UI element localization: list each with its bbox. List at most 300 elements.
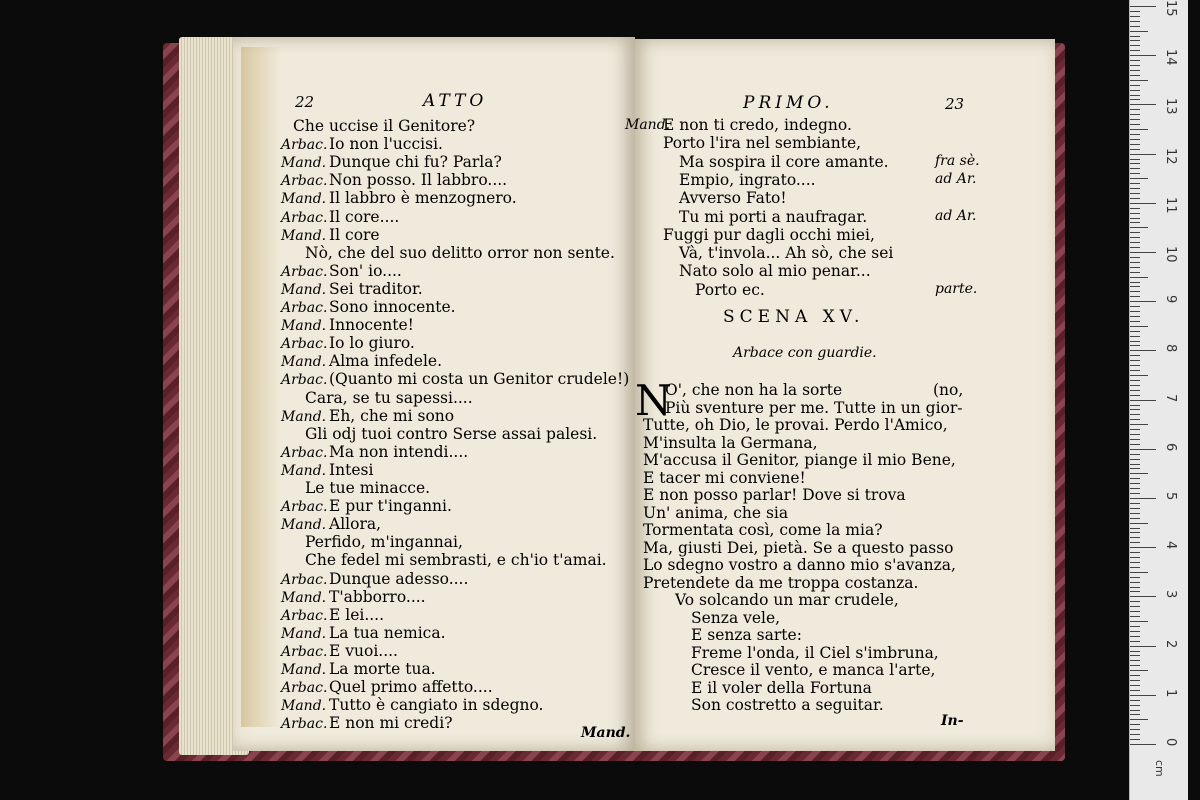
ruler-minor-tick [1130,291,1140,292]
ruler-minor-tick [1130,129,1148,130]
ruler-label: 6 [1163,442,1178,452]
line-text: Che uccise il Genitore? [293,117,476,135]
dialogue-line [281,461,373,480]
ruler-minor-tick [1130,341,1140,342]
speaker-name: Mand. [281,354,327,371]
ruler-minor-tick [1130,385,1140,386]
dialogue-line [305,533,463,551]
speaker-name: Arbac. [281,643,328,660]
dialogue-line [281,588,426,607]
ruler-minor-tick [1130,173,1140,174]
ruler-major-tick [1130,400,1156,401]
ruler-minor-tick [1130,31,1148,32]
line-text: Porto ec. [695,280,765,299]
stage-direction: ad Ar. [935,170,977,187]
dialogue-line [281,624,446,643]
aria-line [679,171,816,189]
dialogue-line [281,443,468,462]
speaker-name: Mand. [281,191,327,208]
page-number-right: 23 [945,95,965,113]
dialogue-line [281,153,502,172]
line-text: Dunque chi fu? Parla? [329,153,502,172]
ruler-minor-tick [1130,159,1140,160]
ruler-minor-tick [1130,326,1148,327]
ruler-minor-tick [1130,267,1140,268]
ruler-minor-tick [1130,528,1140,529]
ruler-minor-tick [1130,454,1140,455]
ruler-minor-tick [1130,552,1140,553]
ruler-minor-tick [1130,444,1140,445]
monologue-line: Un' anima, che sia [643,503,789,522]
ruler-label: 15 [1163,0,1178,17]
monologue-line: Cresce il vento, e manca l'arte, [691,661,936,679]
ruler-minor-tick [1130,134,1140,135]
ruler-minor-tick [1130,21,1140,22]
ruler-minor-tick [1130,188,1140,189]
ruler-minor-tick [1130,557,1140,558]
ruler-major-tick [1130,301,1156,302]
dialogue-line [281,497,452,516]
ruler-minor-tick [1130,277,1148,278]
ruler-minor-tick [1130,306,1140,307]
aria-line [663,226,875,244]
ruler-minor-tick [1130,542,1140,543]
ruler-label: 1 [1163,688,1178,698]
line-text: E lei.... [329,605,385,624]
ruler-major-tick [1130,547,1156,548]
ruler-minor-tick [1130,419,1140,420]
line-text: (Quanto mi costa un Genitor crudele!) [329,370,630,389]
ruler-minor-tick [1130,665,1140,666]
ruler-minor-tick [1130,257,1140,258]
line-text: Il core [329,225,380,244]
ruler-minor-tick [1130,149,1140,150]
speaker-name: Arbac. [281,680,328,697]
ruler-minor-tick [1130,724,1140,725]
ruler-major-tick [1130,350,1156,351]
ruler-minor-tick [1130,636,1140,637]
dialogue-line [281,189,517,208]
line-text: Son' io.... [329,261,402,280]
ruler-major-tick [1130,695,1156,696]
ruler-minor-tick [1130,513,1140,514]
ruler-minor-tick [1130,355,1140,356]
line-text: Che fedel mi sembrasti, e ch'io t'amai. [305,551,607,570]
ruler-minor-tick [1130,739,1140,740]
ruler-label: 10 [1163,246,1178,263]
dialogue-line [281,208,399,227]
speaker-name: Mand. [281,408,327,425]
speaker-name: Arbac. [281,336,328,353]
ruler-minor-tick [1130,218,1140,219]
ruler-minor-tick [1130,582,1140,583]
dialogue-line [293,117,475,135]
ruler-minor-tick [1130,247,1140,248]
ruler-minor-tick [1130,729,1140,730]
ruler-minor-tick [1130,109,1140,110]
monologue-line: Ma, giusti Dei, pietà. Se a questo passo [643,538,954,557]
monologue-line: Vo solcando un mar crudele, [675,591,899,609]
dialogue-line [281,515,381,534]
dialogue-line [281,171,507,190]
ruler-minor-tick [1130,316,1140,317]
speaker-name: Mand. [281,281,327,298]
aria-line [679,189,787,207]
ruler-minor-tick [1130,237,1140,238]
monologue-line: E non posso parlar! Dove si trova [643,486,906,504]
monologue-line: Più sventure per me. Tutte in un gior- [665,398,963,417]
ruler-minor-tick [1130,85,1140,86]
ruler-minor-tick [1130,537,1140,538]
ruler-minor-tick [1130,163,1140,164]
line-text: Gli odj tuoi contro Serse assai palesi. [305,424,598,443]
speaker-name: Arbac. [281,372,328,389]
ruler-minor-tick [1130,685,1140,686]
line-text: Cara, se tu sapessi.... [305,388,473,407]
scene-title: SCENA XV. [723,307,865,327]
speaker-name: Arbac. [281,607,328,624]
dialogue-line [281,714,453,733]
line-text: Và, t'invola... Ah sò, che sei [679,244,894,263]
ruler-minor-tick [1130,345,1140,346]
line-text: Il core.... [329,207,400,226]
dialogue-line [281,226,380,245]
speaker-name: Arbac. [281,300,328,316]
ruler-minor-tick [1130,178,1148,179]
ruler-minor-tick [1130,601,1140,602]
monologue-line: Tormentata così, come la mia? [643,521,883,539]
ruler-minor-tick [1130,262,1140,263]
measurement-ruler [1129,0,1188,800]
speaker-name: Arbac. [281,209,328,226]
ruler-label: 8 [1163,344,1178,353]
ruler-minor-tick [1130,690,1140,691]
dialogue-line [305,425,597,443]
ruler-minor-tick [1130,616,1140,617]
ruler-minor-tick [1130,139,1140,140]
line-text: Sono innocente. [329,298,456,316]
ruler-minor-tick [1130,434,1140,435]
dialogue-line [281,696,543,715]
ruler-minor-tick [1130,95,1140,96]
ruler-minor-tick [1130,360,1140,361]
ruler-minor-tick [1130,227,1148,228]
dialogue-line [281,642,398,661]
line-text: Empio, ingrato.... [679,170,816,189]
ruler-major-tick [1130,449,1156,450]
ruler-minor-tick [1130,587,1140,588]
ruler-minor-tick [1130,390,1140,391]
speaker-name: Mand. [281,517,327,534]
ruler-minor-tick [1130,114,1140,115]
ruler-minor-tick [1130,222,1140,223]
ruler-minor-tick [1130,26,1140,27]
ruler-minor-tick [1130,508,1140,509]
speaker-name: Arbac. [281,571,328,588]
dialogue-line [281,660,436,679]
ruler-minor-tick [1130,626,1140,627]
ruler-minor-tick [1130,670,1148,671]
line-text: T'abborro.... [329,587,426,606]
ruler-minor-tick [1130,655,1140,656]
line-text: Alma infedele. [329,352,443,371]
ruler-major-tick [1130,104,1156,105]
line-text: Nato solo al mio penar... [679,262,871,281]
ruler-minor-tick [1130,611,1140,612]
ruler-minor-tick [1130,16,1140,17]
ruler-major-tick [1130,6,1156,7]
monologue-line: O', che non ha la sorte [665,381,843,399]
ruler-minor-tick [1130,232,1140,233]
ruler-minor-tick [1130,45,1140,46]
ruler-minor-tick [1130,75,1140,76]
ruler-minor-tick [1130,734,1140,735]
dialogue-line [281,135,443,154]
line-text: Il labbro è menzognero. [329,189,517,208]
ruler-label: 0 [1163,738,1178,747]
speaker-name: Arbac. [281,137,328,154]
ruler-minor-tick [1130,714,1140,715]
ruler-major-tick [1130,55,1156,56]
ruler-minor-tick [1130,414,1140,415]
ruler-minor-tick [1130,50,1140,51]
ruler-minor-tick [1130,710,1140,711]
ruler-minor-tick [1130,562,1140,563]
line-text: Nò, che del suo delitto orror non sente. [305,243,615,262]
ruler-minor-tick [1130,439,1140,440]
line-text: E non mi credi? [329,714,453,733]
aria-line [625,116,852,134]
ruler-minor-tick [1130,429,1140,430]
ruler-minor-tick [1130,488,1140,489]
monologue-line: M'insulta la Germana, [643,433,818,452]
ruler-minor-tick [1130,660,1140,661]
ruler-minor-tick [1130,719,1148,720]
ruler-minor-tick [1130,213,1140,214]
ruler-minor-tick [1130,473,1148,474]
ruler-label: 13 [1163,98,1178,115]
open-book [163,35,1065,763]
line-text: E pur t'inganni. [329,497,452,516]
ruler-minor-tick [1130,483,1140,484]
speaker-name: Mand. [281,698,327,715]
line-text: Ma sospira il core amante. [679,152,889,171]
ruler-minor-tick [1130,124,1140,125]
ruler-minor-tick [1130,468,1140,469]
ruler-major-tick [1130,744,1156,745]
drop-cap: N [635,376,672,425]
dialogue-line [281,298,456,317]
dialogue-line [305,389,473,407]
dialogue-line [305,244,615,262]
line-text: Tu mi porti a naufragar. [679,207,868,226]
line-text: La morte tua. [329,660,436,678]
monologue-line: M'accusa il Genitor, piange il mio Bene, [643,451,956,469]
line-continuation: (no, [933,381,964,399]
speaker-name: Mand. [281,155,327,172]
ruler-minor-tick [1130,183,1140,184]
ruler-major-tick [1130,154,1156,155]
ruler-minor-tick [1130,296,1140,297]
speaker-name: Arbac. [281,716,328,733]
ruler-minor-tick [1130,395,1140,396]
line-text: Io non l'uccisi. [329,135,443,154]
running-head-left: ATTO [423,91,488,111]
ruler-minor-tick [1130,641,1140,642]
line-text: Avverso Fato! [679,189,787,208]
aria-line [679,153,889,171]
stage-direction: parte. [935,280,978,297]
ruler-minor-tick [1130,168,1140,169]
ruler-minor-tick [1130,621,1148,622]
monologue-line: Son costretto a seguitar. [691,696,884,714]
dialogue-line [281,606,384,625]
speaker-name: Arbac. [281,499,328,516]
ruler-label: 14 [1163,49,1178,66]
ruler-minor-tick [1130,591,1140,592]
dialogue-line [305,551,607,569]
ruler-label: 9 [1163,295,1178,304]
ruler-minor-tick [1130,380,1140,381]
dialogue-line [281,407,454,426]
ruler-minor-tick [1130,518,1140,519]
ruler-minor-tick [1130,631,1140,632]
ruler-minor-tick [1130,331,1140,332]
ruler-minor-tick [1130,286,1140,287]
line-text: Allora, [329,515,382,534]
dialogue-line [281,370,629,389]
monologue-line: Pretendete da me troppa costanza. [643,573,919,592]
ruler-unit: cm [1153,760,1166,777]
dialogue-line [281,316,414,335]
ruler-minor-tick [1130,577,1140,578]
ruler-minor-tick [1130,321,1140,322]
ruler-minor-tick [1130,532,1140,533]
line-text: E vuoi.... [329,641,398,660]
ruler-minor-tick [1130,370,1140,371]
speaker-name: Mand. [281,589,327,606]
ruler-label: 3 [1163,590,1178,599]
ruler-minor-tick [1130,144,1140,145]
monologue-line: E senza sarte: [691,626,802,644]
line-text: Intesi [329,460,374,479]
monologue-line: Senza vele, [691,608,781,627]
ruler-minor-tick [1130,523,1148,524]
stage-direction: fra sè. [935,152,980,169]
aria-line [663,134,861,152]
ruler-minor-tick [1130,119,1140,120]
speaker-name: Mand. [281,625,327,642]
ruler-minor-tick [1130,405,1140,406]
aria-line [695,281,765,299]
dialogue-line [281,570,468,589]
ruler-minor-tick [1130,90,1140,91]
catchword-left: Mand. [581,725,631,741]
ruler-minor-tick [1130,705,1140,706]
ruler-minor-tick [1130,464,1140,465]
dialogue-line [281,352,442,371]
ruler-major-tick [1130,646,1156,647]
ruler-label: 5 [1163,492,1178,501]
catchword-right: In- [941,713,964,729]
line-text: Quel primo affetto.... [329,678,493,697]
ruler-label: 7 [1163,393,1178,402]
ruler-minor-tick [1130,311,1140,312]
ruler-minor-tick [1130,60,1140,61]
speaker-name: Mand. [281,462,327,479]
monologue-line: Lo sdegno vostro a danno mio s'avanza, [643,556,956,574]
ruler-major-tick [1130,252,1156,253]
ruler-minor-tick [1130,651,1140,652]
ruler-minor-tick [1130,680,1140,681]
ruler-major-tick [1130,596,1156,597]
ruler-minor-tick [1130,493,1140,494]
monologue-line: E il voler della Fortuna [691,678,872,697]
aria-line [679,208,867,226]
speaker-name: Mand. [625,117,671,133]
ruler-minor-tick [1130,272,1140,273]
right-page [625,39,1055,751]
ruler-minor-tick [1130,193,1140,194]
ruler-minor-tick [1130,99,1140,100]
line-text: Innocente! [329,316,414,335]
line-text: Dunque adesso.... [329,569,469,588]
line-text: Le tue minacce. [305,479,431,497]
aria-line [679,244,893,262]
scene-subtitle: Arbace con guardie. [733,345,877,361]
monologue-line: Tutte, oh Dio, le provai. Perdo l'Amico, [643,416,948,434]
speaker-name: Mand. [281,318,327,335]
ruler-label: 11 [1163,196,1178,214]
monologue-line: E tacer mi conviene! [643,468,806,487]
dialogue-line [281,280,423,299]
page-stain [241,47,281,727]
ruler-minor-tick [1130,424,1148,425]
ruler-minor-tick [1130,478,1140,479]
ruler-minor-tick [1130,65,1140,66]
line-text: Eh, che mi sono [329,406,455,425]
speaker-name: Mand. [281,662,327,678]
speaker-name: Mand. [281,227,327,244]
ruler-minor-tick [1130,11,1140,12]
running-head-right: PRIMO. [743,93,834,113]
ruler-minor-tick [1130,365,1140,366]
ruler-minor-tick [1130,208,1140,209]
ruler-minor-tick [1130,700,1140,701]
line-text: Sei traditor. [329,279,423,298]
ruler-label: 12 [1163,147,1178,165]
line-text: Ma non intendi.... [329,442,469,461]
left-page [233,37,635,751]
ruler-minor-tick [1130,80,1148,81]
ruler-label: 4 [1163,541,1178,550]
ruler-minor-tick [1130,40,1140,41]
dialogue-line [305,479,430,497]
speaker-name: Arbac. [281,173,328,190]
ruler-minor-tick [1130,336,1140,337]
dialogue-line [281,262,402,281]
ruler-minor-tick [1130,503,1140,504]
ruler-minor-tick [1130,36,1140,37]
page-number-left: 22 [295,93,315,111]
monologue-line: Freme l'onda, il Ciel s'imbruna, [691,643,939,662]
ruler-minor-tick [1130,375,1148,376]
ruler-label: 2 [1163,639,1178,648]
speaker-name: Arbac. [281,444,328,461]
ruler-minor-tick [1130,70,1140,71]
line-text: Io lo giuro. [329,334,415,353]
ruler-minor-tick [1130,572,1148,573]
